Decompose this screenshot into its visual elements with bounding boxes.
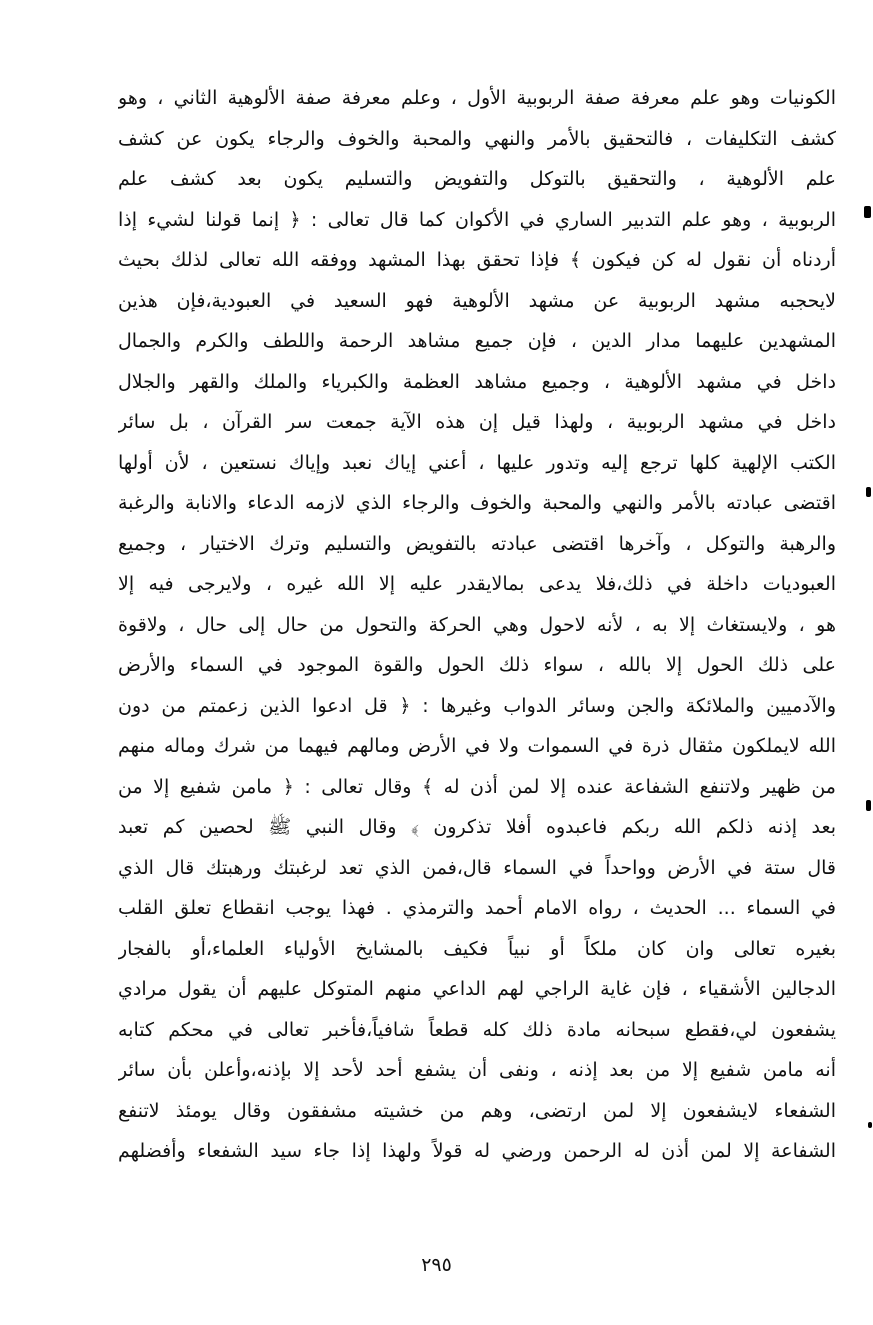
- text-line: والرهبة والتوكل ، وآخرها اقتضى عبادته بالتفويض والتسليم وترك الاختيار ، وجميع: [118, 532, 836, 555]
- margin-mark: [868, 1122, 872, 1128]
- text-line: داخل في مشهد الألوهية ، وجميع مشاهد العظمة والكبرياء والملك والقهر والجلال: [118, 370, 836, 393]
- margin-mark: [866, 800, 871, 811]
- text-line: كشف التكليفات ، فالتحقيق بالأمر والنهي والمحبة والخوف والرجاء يكون عن كشف: [118, 127, 836, 150]
- text-line: في السماء ... الحديث ، رواه الامام أحمد والترمذي . فهذا يوجب انقطاع تعلق القلب: [118, 897, 836, 919]
- text-line: داخل في مشهد الربوبية ، ولهذا قيل إن هذه الآية جمعت سر القرآن ، بل سائر: [118, 411, 836, 433]
- text-line: الله لايملكون مثقال ذرة في السموات ولا في الأرض ومالهم فيهما من شرك وماله منهم: [118, 735, 836, 757]
- text-line: بغيره تعالى وان كان ملكاً أو نبياً فكيف بالمشايخ الأولياء العلماء،أو بالفجار: [118, 937, 836, 960]
- text-line: الدجالين الأشقياء ، فإن غاية الراجي لهم الداعي منهم المتوكل عليهم أن يقول مرادي: [118, 978, 836, 1000]
- text-line: هو ، ولايستغاث إلا به ، لأنه لاحول وهي الحركة والتحول من حال إلى حال ، ولاقوة: [118, 613, 836, 636]
- text-line: بعد إذنه ذلكم الله ربكم فاعبدوه أفلا تذكرون ﴾ وقال النبي ﷺ لحصين كم تعبد: [118, 816, 836, 838]
- margin-mark: [866, 487, 871, 497]
- text-line: الشفاعة إلا لمن أذن له الرحمن ورضي له قولاً ولهذا إذا جاء سيد الشفعاء وأفضلهم: [118, 1140, 836, 1162]
- text-line: والآدميين والملائكة والجن وسائر الدواب وغيرها : ﴿ قل ادعوا الذين زعمتم من دون: [118, 694, 836, 717]
- text-line: لايحجبه مشهد الربوبية عن مشهد الألوهية فهو السعيد في العبودية،فإن هذين: [118, 289, 836, 312]
- text-line: أردناه أن نقول له كن فيكون ﴾ فإذا تحقق بهذا المشهد ووفقه الله تعالى لذلك بحيث: [118, 249, 836, 271]
- text-line: قال ستة في الأرض وواحداً في السماء قال،فمن الذي تعد لرغبتك ورهبتك قال الذي: [118, 856, 836, 879]
- text-line: علم الألوهية ، والتحقيق بالتوكل والتفويض والتسليم يكون بعد كشف علم: [118, 168, 836, 190]
- text-line: على ذلك الحول إلا بالله ، سواء ذلك الحول والقوة الموجود في السماء والأرض: [118, 654, 836, 676]
- margin-mark: [864, 206, 871, 218]
- text-line: العبوديات داخلة في ذلك،فلا يدعى بمالايقدر عليه إلا الله غيره ، ولايرجى فيه إلا: [118, 573, 836, 595]
- body-text: [118, 78, 836, 1172]
- text-line: الكونيات وهو علم معرفة صفة الربوبية الأول ، وعلم معرفة صفة الألوهية الثاني ، وهو: [118, 87, 836, 109]
- text-line: الربوبية ، وهو علم التدبير الساري في الأكوان كما قال تعالى : ﴿ إنما قولنا لشيء إذا: [118, 208, 836, 231]
- text-line: من ظهير ولاتنفع الشفاعة عنده إلا لمن أذن له ﴾ وقال تعالى : ﴿ مامن شفيع إلا من: [118, 775, 836, 798]
- text-line: الكتب الإلهية كلها ترجع إليه وتدور عليها ، أعني إياك نعبد وإياك نستعين ، لأن أولها: [118, 451, 836, 474]
- text-line: أنه مامن شفيع إلا من بعد إذنه ، ونفى أن يشفع أحد لأحد إلا بإذنه،وأعلن بأن سائر: [118, 1059, 836, 1081]
- text-line: يشفعون لي،فقطع سبحانه مادة ذلك كله قطعاً شافياً،فأخبر تعالى في محكم كتابه: [118, 1018, 836, 1041]
- text-line: المشهدين عليهما مدار الدين ، فإن جميع مشاهد الرحمة واللطف والكرم والجمال: [118, 330, 836, 352]
- page-number: ٢٩٥: [421, 1254, 452, 1276]
- text-line: الشفعاء لايشفعون إلا لمن ارتضى، وهم من خشيته مشفقون وقال يومئذ لاتنفع: [118, 1099, 836, 1122]
- text-line: اقتضى عبادته بالأمر والنهي والمحبة والخوف والرجاء الذي لازمه الدعاء والانابة والرغبة: [118, 492, 836, 514]
